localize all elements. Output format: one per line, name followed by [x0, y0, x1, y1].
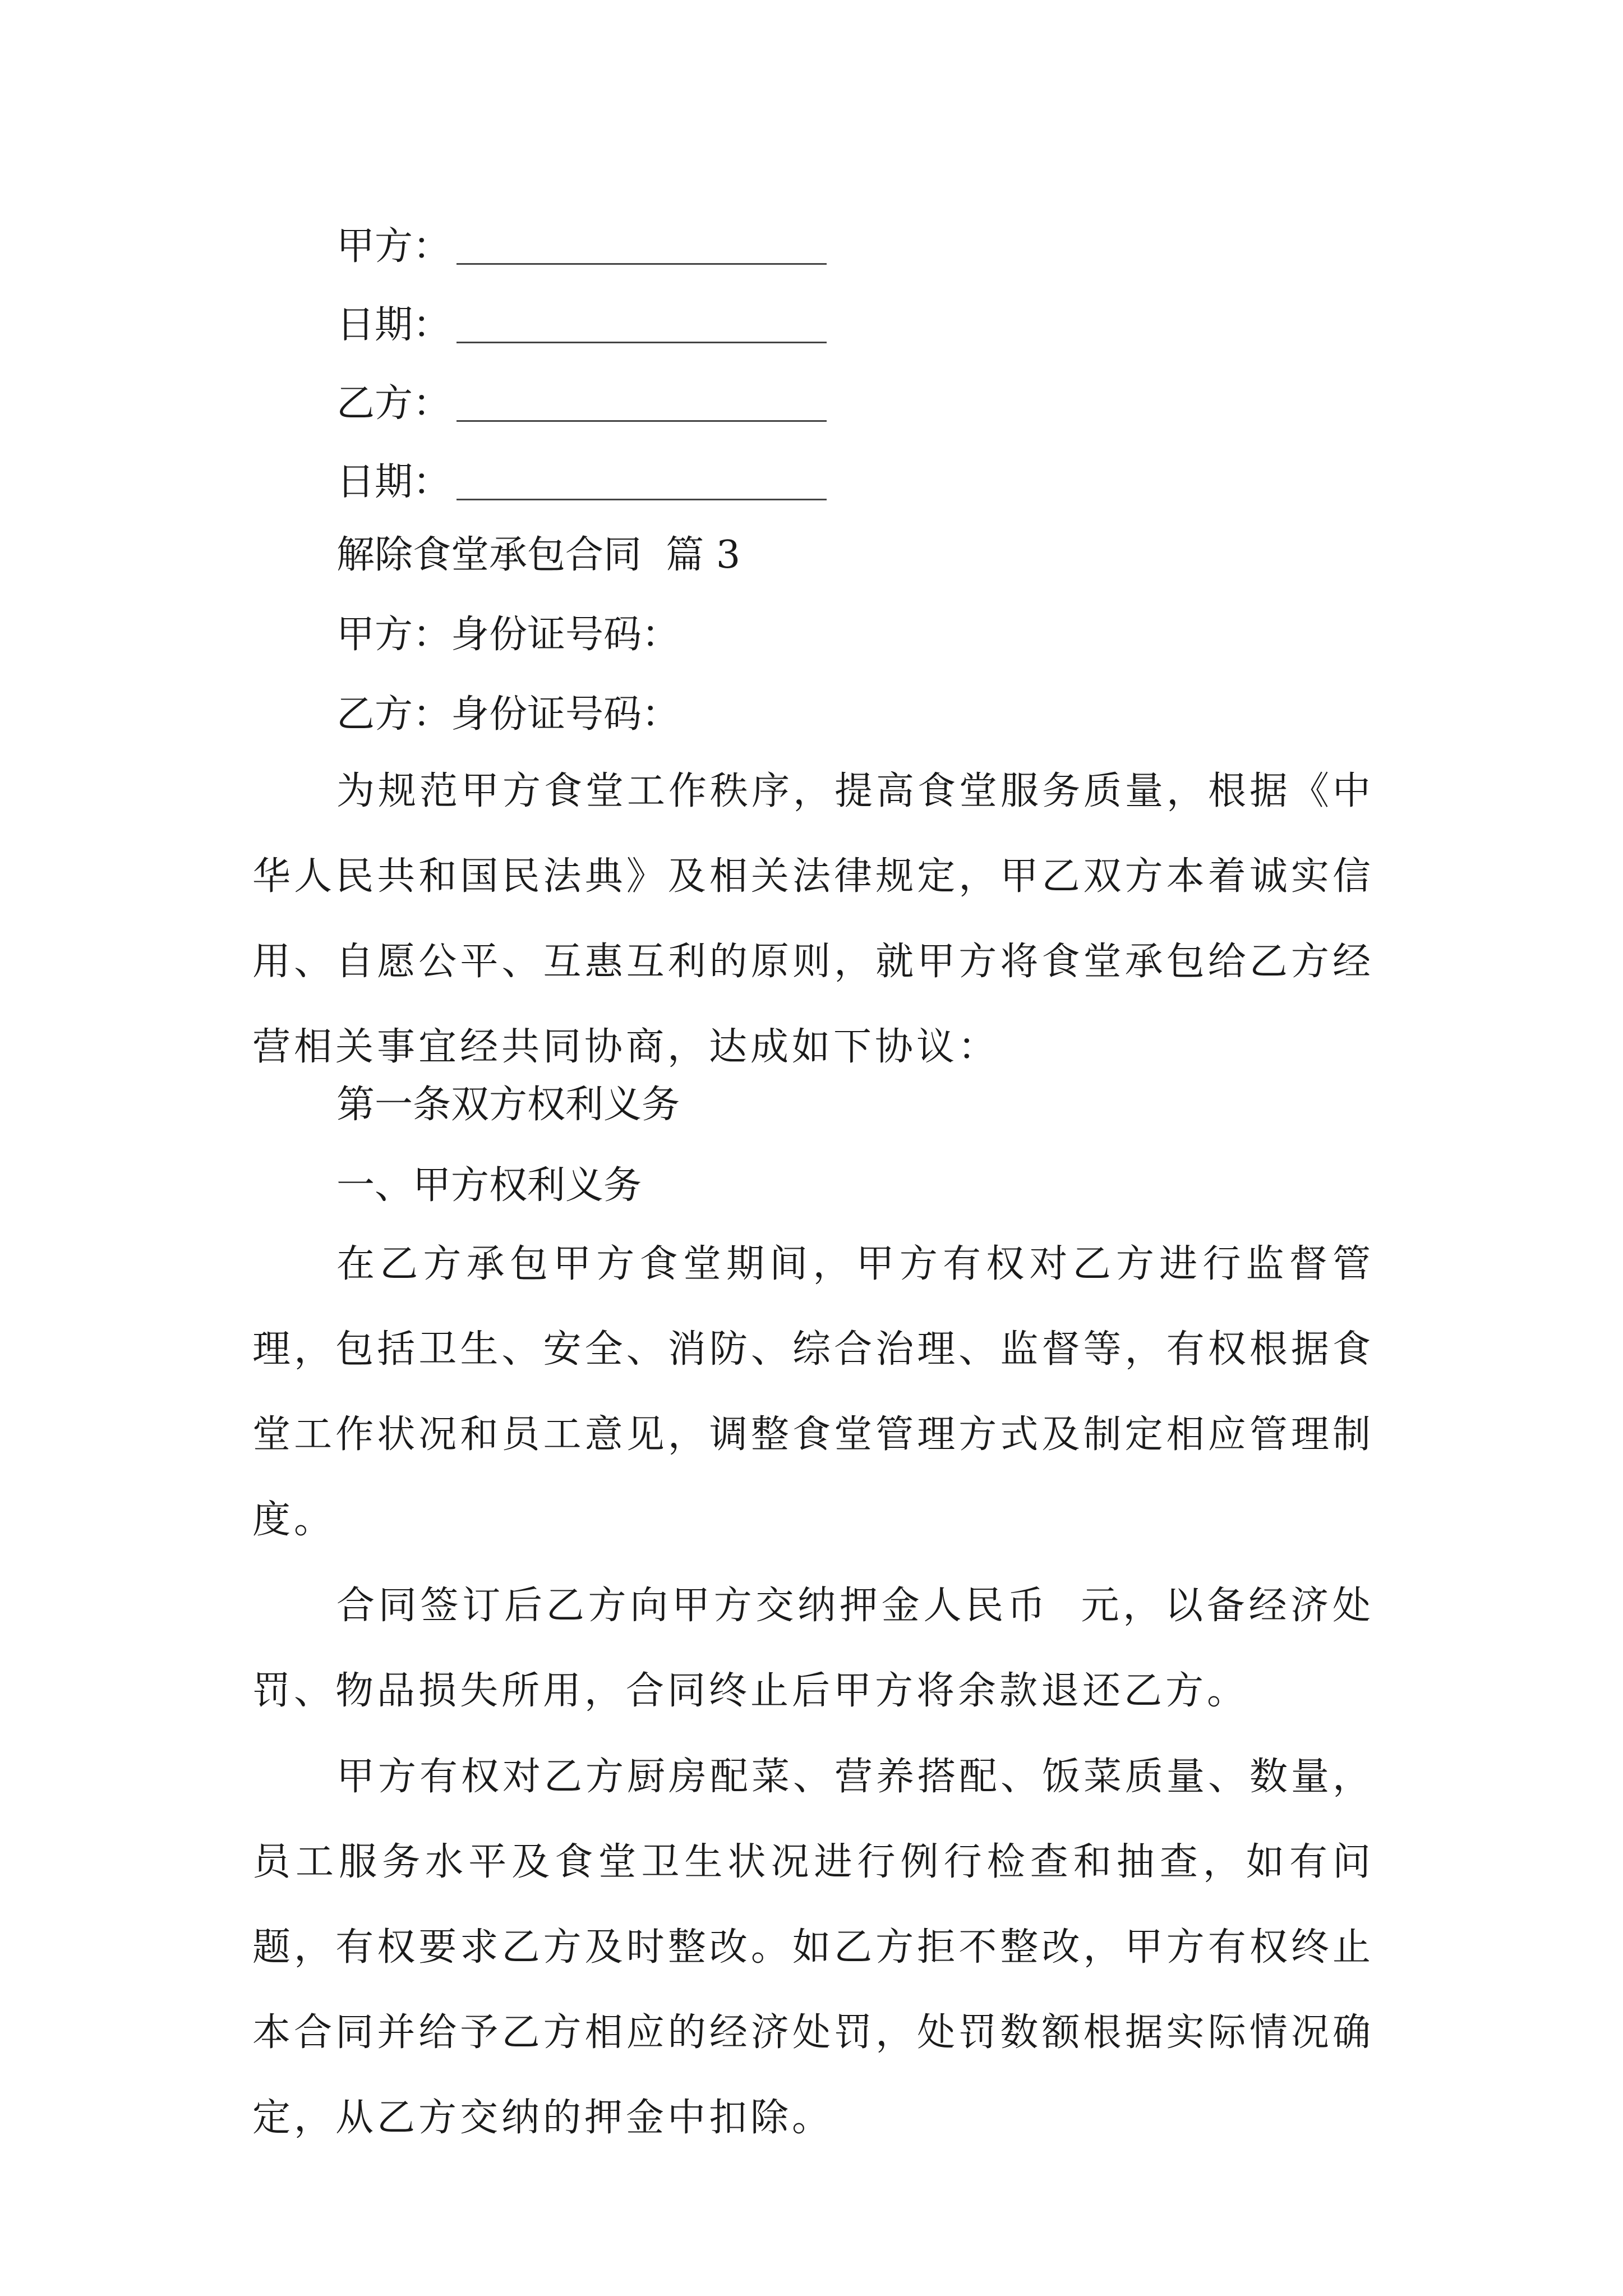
- signature-line-date-a: [336, 286, 827, 365]
- signature-label: 日期：: [336, 460, 451, 504]
- supervision-paragraph: 在乙方承包甲方食堂期间，甲方有权对乙方进行监督管理，包括卫生、安全、消防、综合治理、监督等，有权根据食堂工作状况和员工意见，调整食堂管理方式及制定相应管理制度。: [252, 1242, 1374, 1542]
- signature-blank: [457, 381, 827, 422]
- signature-blank: [457, 459, 827, 500]
- signature-line-party-b: [336, 365, 827, 443]
- article-1-title: 第一条双方权利义务: [336, 1083, 680, 1127]
- signature-label: 乙方：: [336, 381, 451, 426]
- section-title: 解除食堂承包合同 篇 3: [336, 533, 741, 577]
- signature-blank: [457, 224, 827, 265]
- signature-blank: [457, 302, 827, 343]
- subsection-1-title: 一、甲方权利义务: [336, 1163, 642, 1208]
- deposit-paragraph: 合同签订后乙方向甲方交纳押金人民币 元，以备经济处罚、物品损失所用，合同终止后甲方将余款退还乙方。: [252, 1584, 1374, 1713]
- signature-label: 日期：: [336, 303, 451, 347]
- party-b-id-line: 乙方：身份证号码：: [336, 692, 680, 737]
- intro-paragraph: 为规范甲方食堂工作秩序，提高食堂服务质量，根据《中华人民共和国民法典》及相关法律规定，甲乙双方本着诚实信用、自愿公平、互惠互利的原则，就甲方将食堂承包给乙方经营相关事宜经共同协商，达成如下协议：: [252, 769, 1375, 1069]
- signature-line-date-b: [336, 443, 827, 522]
- signature-label: 甲方：: [336, 224, 451, 269]
- signature-block: [336, 208, 827, 522]
- signature-line-party-a: [336, 208, 827, 286]
- inspection-paragraph: 甲方有权对乙方厨房配菜、营养搭配、饭菜质量、数量，员工服务水平及食堂卫生状况进行例行检查和抽查，如有问题，有权要求乙方及时整改。如乙方拒不整改，甲方有权终止本合同并给予乙方相应的经济处罚，处罚数额根据实际情况确定，从乙方交纳的押金中扣除。: [252, 1755, 1375, 2140]
- party-a-id-line: 甲方：身份证号码：: [336, 613, 680, 657]
